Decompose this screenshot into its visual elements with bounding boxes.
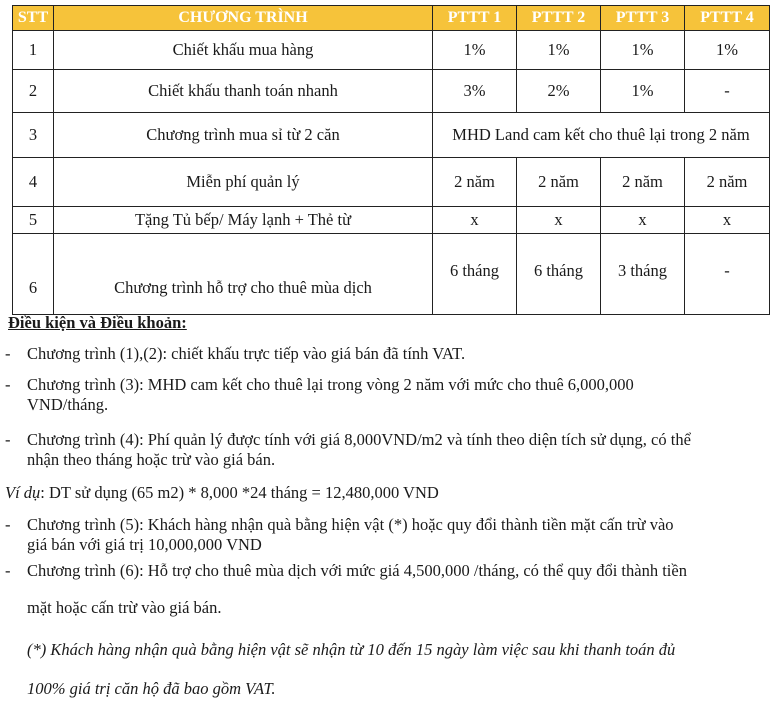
cell-value: 1%	[685, 31, 770, 70]
table-row	[13, 113, 770, 158]
example-label: Ví dụ	[5, 483, 41, 502]
header-stt: STT	[13, 6, 54, 31]
cell-value: 6 tháng	[517, 234, 601, 315]
term-line: mặt hoặc cấn trừ vào giá bán.	[27, 598, 222, 617]
term-text	[27, 515, 775, 555]
header-pttt-1: PTTT 1	[433, 6, 517, 31]
table-row	[13, 234, 770, 315]
table-row	[13, 207, 770, 234]
example-text: : DT sử dụng (65 m2) * 8,000 *24 tháng = 12,480,000 VND	[40, 483, 439, 502]
cell-value: x	[517, 207, 601, 234]
cell-value: -	[685, 234, 770, 315]
table-row	[13, 31, 770, 70]
cell-stt: 3	[13, 113, 54, 158]
cell-value: 1%	[601, 31, 685, 70]
cell-merged-value: MHD Land cam kết cho thuê lại trong 2 năm	[433, 113, 770, 158]
cell-program: Chương trình mua sỉ từ 2 căn	[54, 113, 433, 158]
cell-value: 3%	[433, 70, 517, 113]
cell-value: 2 năm	[601, 158, 685, 207]
bullet-dash: -	[5, 430, 11, 449]
cell-program: Chương trình hỗ trợ cho thuê mùa dịch	[54, 234, 433, 315]
cell-program: Miễn phí quản lý	[54, 158, 433, 207]
cell-value: 1%	[433, 31, 517, 70]
bullet-dash: -	[5, 375, 11, 394]
term-line: Chương trình (5): Khách hàng nhận quà bằng hiện vật (*) hoặc quy đổi thành tiền mặt cấn trừ vào	[27, 515, 674, 534]
cell-program: Tặng Tủ bếp/ Máy lạnh + Thẻ từ	[54, 207, 433, 234]
cell-value: x	[685, 207, 770, 234]
cell-value: 1%	[601, 70, 685, 113]
terms-heading: Điều kiện và Điều khoản:	[8, 313, 187, 332]
cell-value: 6 tháng	[433, 234, 517, 315]
cell-stt: 4	[13, 158, 54, 207]
cell-stt: 1	[13, 31, 54, 70]
cell-stt: 6	[13, 234, 54, 315]
example-line	[5, 483, 439, 503]
term-text	[27, 375, 775, 415]
footnote-line: (*) Khách hàng nhận quà bằng hiện vật sẽ nhận từ 10 đến 15 ngày làm việc sau khi thanh toán đủ	[27, 640, 676, 659]
header-pttt-2: PTTT 2	[517, 6, 601, 31]
cell-value: x	[601, 207, 685, 234]
header-pttt-4: PTTT 4	[685, 6, 770, 31]
term-text	[27, 344, 775, 364]
header-program: CHƯƠNG TRÌNH	[54, 6, 433, 31]
cell-value: 2 năm	[433, 158, 517, 207]
cell-value: 2 năm	[685, 158, 770, 207]
term-line: giá bán với giá trị 10,000,000 VND	[27, 535, 262, 554]
promotion-table	[12, 5, 770, 315]
footnote-line: 100% giá trị căn hộ đã bao gồm VAT.	[27, 679, 276, 698]
cell-value: -	[685, 70, 770, 113]
term-line: Chương trình (6): Hỗ trợ cho thuê mùa dịch với mức giá 4,500,000 /tháng, có thể quy đổi thành tiền	[27, 561, 687, 580]
cell-value: 3 tháng	[601, 234, 685, 315]
cell-value: 1%	[517, 31, 601, 70]
term-text	[27, 561, 775, 618]
table-header-row	[13, 6, 770, 31]
bullet-dash: -	[5, 561, 11, 580]
cell-value: x	[433, 207, 517, 234]
table-row	[13, 70, 770, 113]
term-line: Chương trình (1),(2): chiết khấu trực tiếp vào giá bán đã tính VAT.	[27, 344, 466, 363]
cell-program: Chiết khấu thanh toán nhanh	[54, 70, 433, 113]
cell-stt: 2	[13, 70, 54, 113]
bullet-dash: -	[5, 515, 11, 534]
header-pttt-3: PTTT 3	[601, 6, 685, 31]
bullet-dash: -	[5, 344, 11, 363]
term-text	[27, 430, 775, 470]
term-line: Chương trình (4): Phí quản lý được tính với giá 8,000VND/m2 và tính theo diện tích sử dụng, có thể	[27, 430, 691, 449]
cell-stt: 5	[13, 207, 54, 234]
cell-value: 2%	[517, 70, 601, 113]
cell-program: Chiết khấu mua hàng	[54, 31, 433, 70]
cell-value: 2 năm	[517, 158, 601, 207]
term-line: VND/tháng.	[27, 395, 109, 414]
table-row	[13, 158, 770, 207]
term-line: Chương trình (3): MHD cam kết cho thuê lại trong vòng 2 năm với mức cho thuê 6,000,000	[27, 375, 634, 394]
term-line: nhận theo tháng hoặc trừ vào giá bán.	[27, 450, 276, 469]
